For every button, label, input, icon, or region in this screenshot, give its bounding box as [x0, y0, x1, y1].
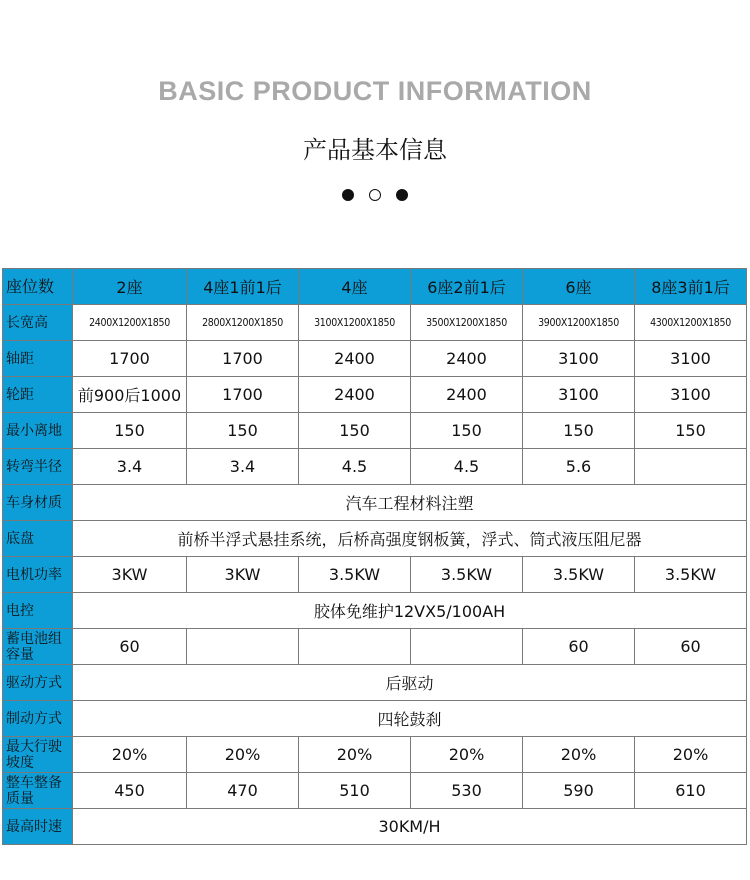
table-cell: 3.4: [73, 449, 187, 485]
section-title-en: BASIC PRODUCT INFORMATION: [158, 76, 592, 106]
table-cell: 510: [299, 773, 411, 809]
row-label-motor-power: 电机功率: [3, 557, 73, 593]
table-cell: 2400X1200X1850: [73, 305, 187, 341]
table-row: [3, 413, 747, 449]
table-cell: [187, 629, 299, 665]
table-cell: 20%: [411, 737, 523, 773]
row-label-chassis: 底盘: [3, 521, 73, 557]
table-cell: 汽车工程材料注塑: [73, 485, 747, 521]
table-cell: 150: [299, 413, 411, 449]
table-cell: 5.6: [523, 449, 635, 485]
table-cell: 1700: [187, 377, 299, 413]
row-label-curb-weight: 整车整备质量: [3, 773, 73, 809]
decorative-dots: [0, 189, 750, 201]
table-cell: 2400: [411, 377, 523, 413]
table-cell: 1700: [187, 341, 299, 377]
table-cell: 2400: [299, 377, 411, 413]
table-row: [3, 665, 747, 701]
row-label-battery-capacity: 蓄电池组容量: [3, 629, 73, 665]
table-cell: 30KM/H: [73, 809, 747, 845]
row-label-max-speed: 最高时速: [3, 809, 73, 845]
table-cell: 3100: [635, 341, 747, 377]
table-cell: 3100: [523, 341, 635, 377]
dot-filled-icon: [342, 189, 354, 201]
table-cell: 后驱动: [73, 665, 747, 701]
table-row: [3, 521, 747, 557]
table-cell: 3500X1200X1850: [411, 305, 523, 341]
table-row: [3, 737, 747, 773]
table-cell: [299, 629, 411, 665]
table-row: [3, 377, 747, 413]
row-label-electric-control: 电控: [3, 593, 73, 629]
table-cell: 150: [635, 413, 747, 449]
table-cell: [411, 629, 523, 665]
row-label-track: 轮距: [3, 377, 73, 413]
row-label-seats: 座位数: [3, 269, 73, 305]
table-row: [3, 341, 747, 377]
table-row: [3, 557, 747, 593]
row-label-body-material: 车身材质: [3, 485, 73, 521]
dot-filled-icon: [396, 189, 408, 201]
row-label-drive-mode: 驱动方式: [3, 665, 73, 701]
table-cell: 60: [635, 629, 747, 665]
table-row: [3, 809, 747, 845]
table-cell: 60: [73, 629, 187, 665]
spec-table: [2, 268, 747, 845]
table-cell: 150: [411, 413, 523, 449]
table-row: [3, 773, 747, 809]
table-cell: 前桥半浮式悬挂系统，后桥高强度钢板簧，浮式、筒式液压阻尼器: [73, 521, 747, 557]
table-cell: 胶体免维护12VX5/100AH: [73, 593, 747, 629]
table-cell: 3100X1200X1850: [299, 305, 411, 341]
section-title-cn: 产品基本信息: [303, 136, 447, 164]
table-cell: 3.5KW: [523, 557, 635, 593]
table-cell: 610: [635, 773, 747, 809]
row-label-wheelbase: 轴距: [3, 341, 73, 377]
table-cell: 20%: [635, 737, 747, 773]
table-cell: 3100: [635, 377, 747, 413]
table-cell: 20%: [523, 737, 635, 773]
table-header-row: [3, 269, 747, 305]
table-cell: 530: [411, 773, 523, 809]
table-cell: 3KW: [187, 557, 299, 593]
table-cell: 20%: [299, 737, 411, 773]
table-cell: 4.5: [299, 449, 411, 485]
table-cell: 前900后1000: [73, 377, 187, 413]
dot-hollow-icon: [369, 189, 381, 201]
table-cell: 590: [523, 773, 635, 809]
table-cell: 20%: [73, 737, 187, 773]
column-header: 4座1前1后: [187, 269, 299, 305]
table-cell: 4.5: [411, 449, 523, 485]
column-header: 6座: [523, 269, 635, 305]
table-row: [3, 629, 747, 665]
table-row: [3, 485, 747, 521]
table-cell: 3.5KW: [411, 557, 523, 593]
table-cell: 3.5KW: [299, 557, 411, 593]
table-cell: 150: [523, 413, 635, 449]
table-cell: 150: [73, 413, 187, 449]
row-label-clearance: 最小离地: [3, 413, 73, 449]
column-header: 2座: [73, 269, 187, 305]
table-cell: 3.4: [187, 449, 299, 485]
table-cell: 60: [523, 629, 635, 665]
table-cell: 20%: [187, 737, 299, 773]
table-cell: 3900X1200X1850: [523, 305, 635, 341]
table-cell: 四轮鼓刹: [73, 701, 747, 737]
row-label-turning-radius: 转弯半径: [3, 449, 73, 485]
column-header: 4座: [299, 269, 411, 305]
row-label-max-slope: 最大行驶坡度: [3, 737, 73, 773]
table-row: [3, 449, 747, 485]
table-cell: 2400: [299, 341, 411, 377]
column-header: 6座2前1后: [411, 269, 523, 305]
table-cell: 4300X1200X1850: [635, 305, 747, 341]
table-cell: 470: [187, 773, 299, 809]
table-row: [3, 593, 747, 629]
table-cell: 2400: [411, 341, 523, 377]
table-cell: [635, 449, 747, 485]
table-cell: 3.5KW: [635, 557, 747, 593]
table-cell: 2800X1200X1850: [187, 305, 299, 341]
table-row: [3, 701, 747, 737]
table-cell: 1700: [73, 341, 187, 377]
table-cell: 150: [187, 413, 299, 449]
table-cell: 3100: [523, 377, 635, 413]
row-label-brake-mode: 制动方式: [3, 701, 73, 737]
table-cell: 3KW: [73, 557, 187, 593]
row-label-dimensions: 长宽高: [3, 305, 73, 341]
column-header: 8座3前1后: [635, 269, 747, 305]
table-cell: 450: [73, 773, 187, 809]
table-row: [3, 305, 747, 341]
